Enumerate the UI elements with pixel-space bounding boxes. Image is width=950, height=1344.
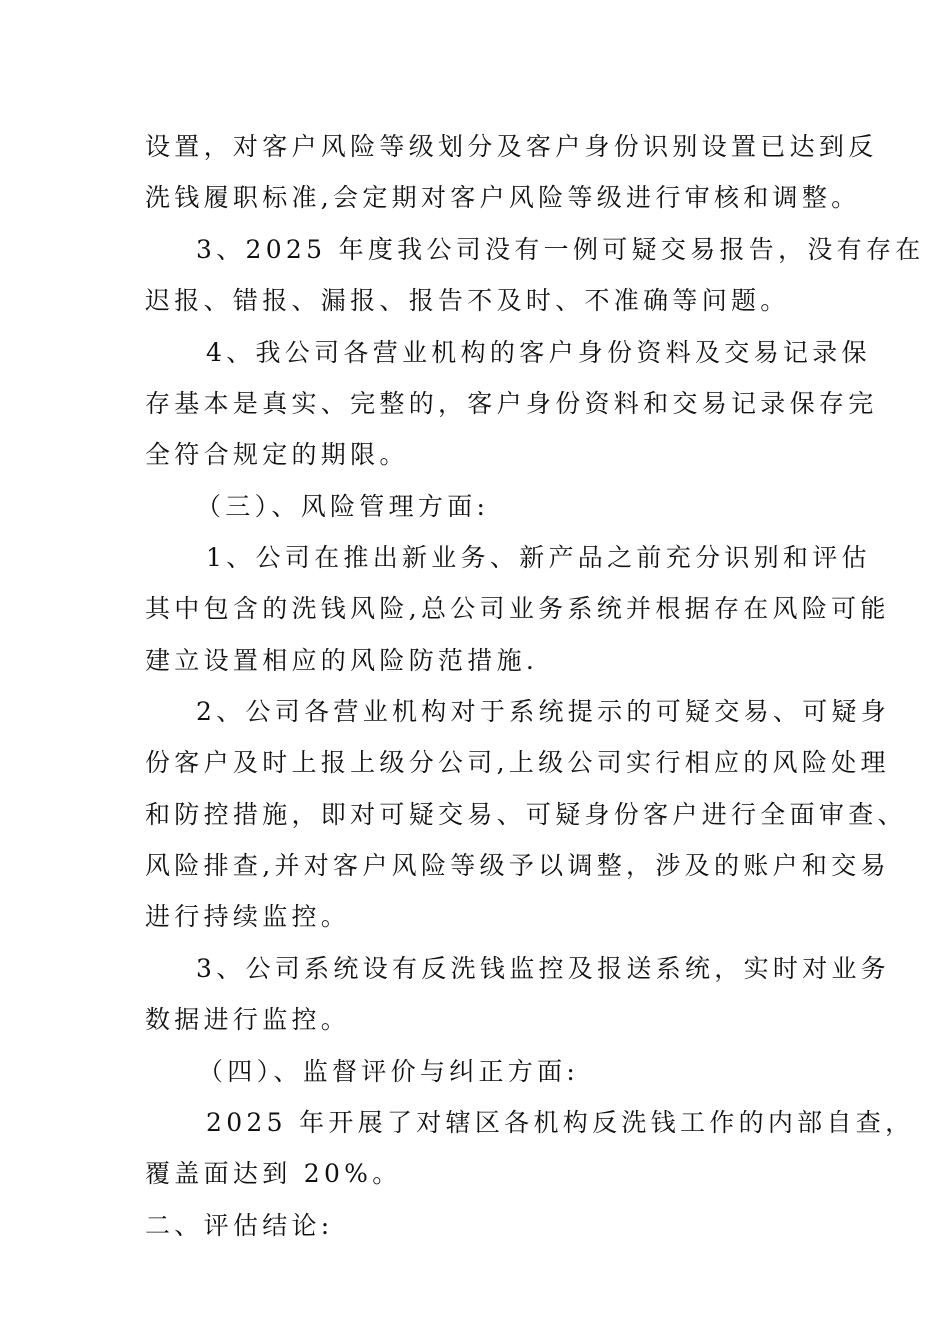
paragraph-line-3: 3、2025 年度我公司没有一例可疑交易报告，没有存在 — [196, 235, 925, 264]
paragraph-line-6: 存基本是真实、完整的，客户身份资料和交易记录保存完 — [145, 389, 878, 418]
paragraph-line-8: 1、公司在推出新业务、新产品之前充分识别和评估 — [206, 543, 871, 572]
section-heading-4: （四）、监督评价与纠正方面: — [198, 1057, 580, 1086]
paragraph-line-10: 建立设置相应的风险防范措施. — [145, 646, 539, 675]
paragraph-line-7: 全符合规定的期限。 — [145, 440, 409, 469]
paragraph-line-16: 3、公司系统设有反洗钱监控及报送系统，实时对业务 — [196, 954, 891, 983]
paragraph-line-12: 份客户及时上报上级分公司,上级公司实行相应的风险处理 — [145, 748, 890, 777]
paragraph-line-19: 覆盖面达到 20%。 — [145, 1159, 402, 1188]
section-heading-3: （三）、风险管理方面: — [196, 492, 490, 521]
paragraph-line-11: 2、公司各营业机构对于系统提示的可疑交易、可疑身 — [196, 697, 891, 726]
paragraph-line-9: 其中包含的洗钱风险,总公司业务系统并根据存在风险可能 — [145, 594, 890, 623]
section-heading-conclusion: 二、评估结论: — [145, 1211, 334, 1240]
paragraph-line-18: 2025 年开展了对辖区各机构反洗钱工作的内部自查， — [206, 1108, 915, 1137]
paragraph-line-17: 数据进行监控。 — [145, 1005, 351, 1034]
paragraph-line-13: 和防控措施，即对可疑交易、可疑身份客户进行全面审查、 — [145, 800, 907, 829]
paragraph-line-14: 风险排查,并对客户风险等级予以调整，涉及的账户和交易 — [145, 851, 890, 880]
paragraph-line-15: 进行持续监控。 — [145, 902, 351, 931]
paragraph-line-5: 4、我公司各营业机构的客户身份资料及交易记录保 — [206, 338, 871, 367]
paragraph-line-4: 迟报、错报、漏报、报告不及时、不准确等问题。 — [145, 286, 790, 315]
paragraph-line-2: 洗钱履职标准,会定期对客户风险等级进行审核和调整。 — [145, 183, 861, 212]
paragraph-line-1: 设置，对客户风险等级划分及客户身份识别设置已达到反 — [145, 132, 878, 161]
